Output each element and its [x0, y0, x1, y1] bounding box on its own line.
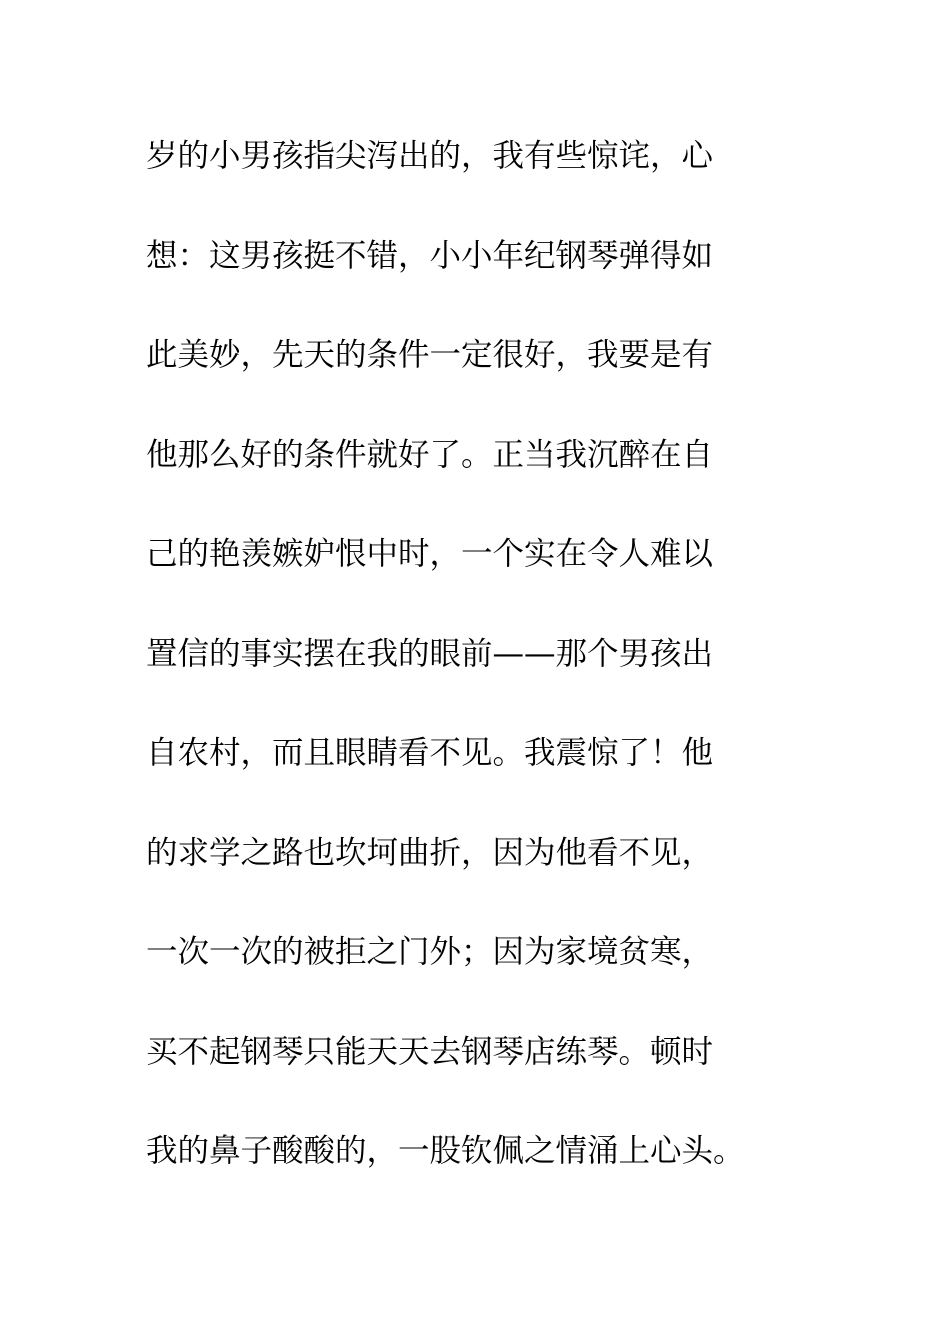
text-line: 置信的事实摆在我的眼前——那个男孩出 [146, 635, 714, 672]
text-line: 他那么好的条件就好了。正当我沉醉在自 [146, 436, 714, 473]
text-line: 买不起钢琴只能天天去钢琴店练琴。顿时 [146, 1033, 714, 1070]
text-line: 想：这男孩挺不错，小小年纪钢琴弹得如 [146, 237, 714, 274]
text-line: 此美妙，先天的条件一定很好，我要是有 [146, 337, 714, 373]
body-text [146, 128, 846, 1223]
text-line: 己的艳羡嫉妒恨中时，一个实在令人难以 [146, 536, 714, 572]
text-line: 我的鼻子酸酸的，一股钦佩之情涌上心头。 [146, 1133, 745, 1169]
text-line: 一次一次的被拒之门外；因为家境贫寒， [146, 934, 714, 970]
text-line: 自农村，而且眼睛看不见。我震惊了！他 [146, 735, 714, 771]
text-line: 的求学之路也坎坷曲折，因为他看不见， [146, 834, 714, 871]
text-line: 岁的小男孩指尖泻出的，我有些惊诧，心 [146, 138, 714, 174]
